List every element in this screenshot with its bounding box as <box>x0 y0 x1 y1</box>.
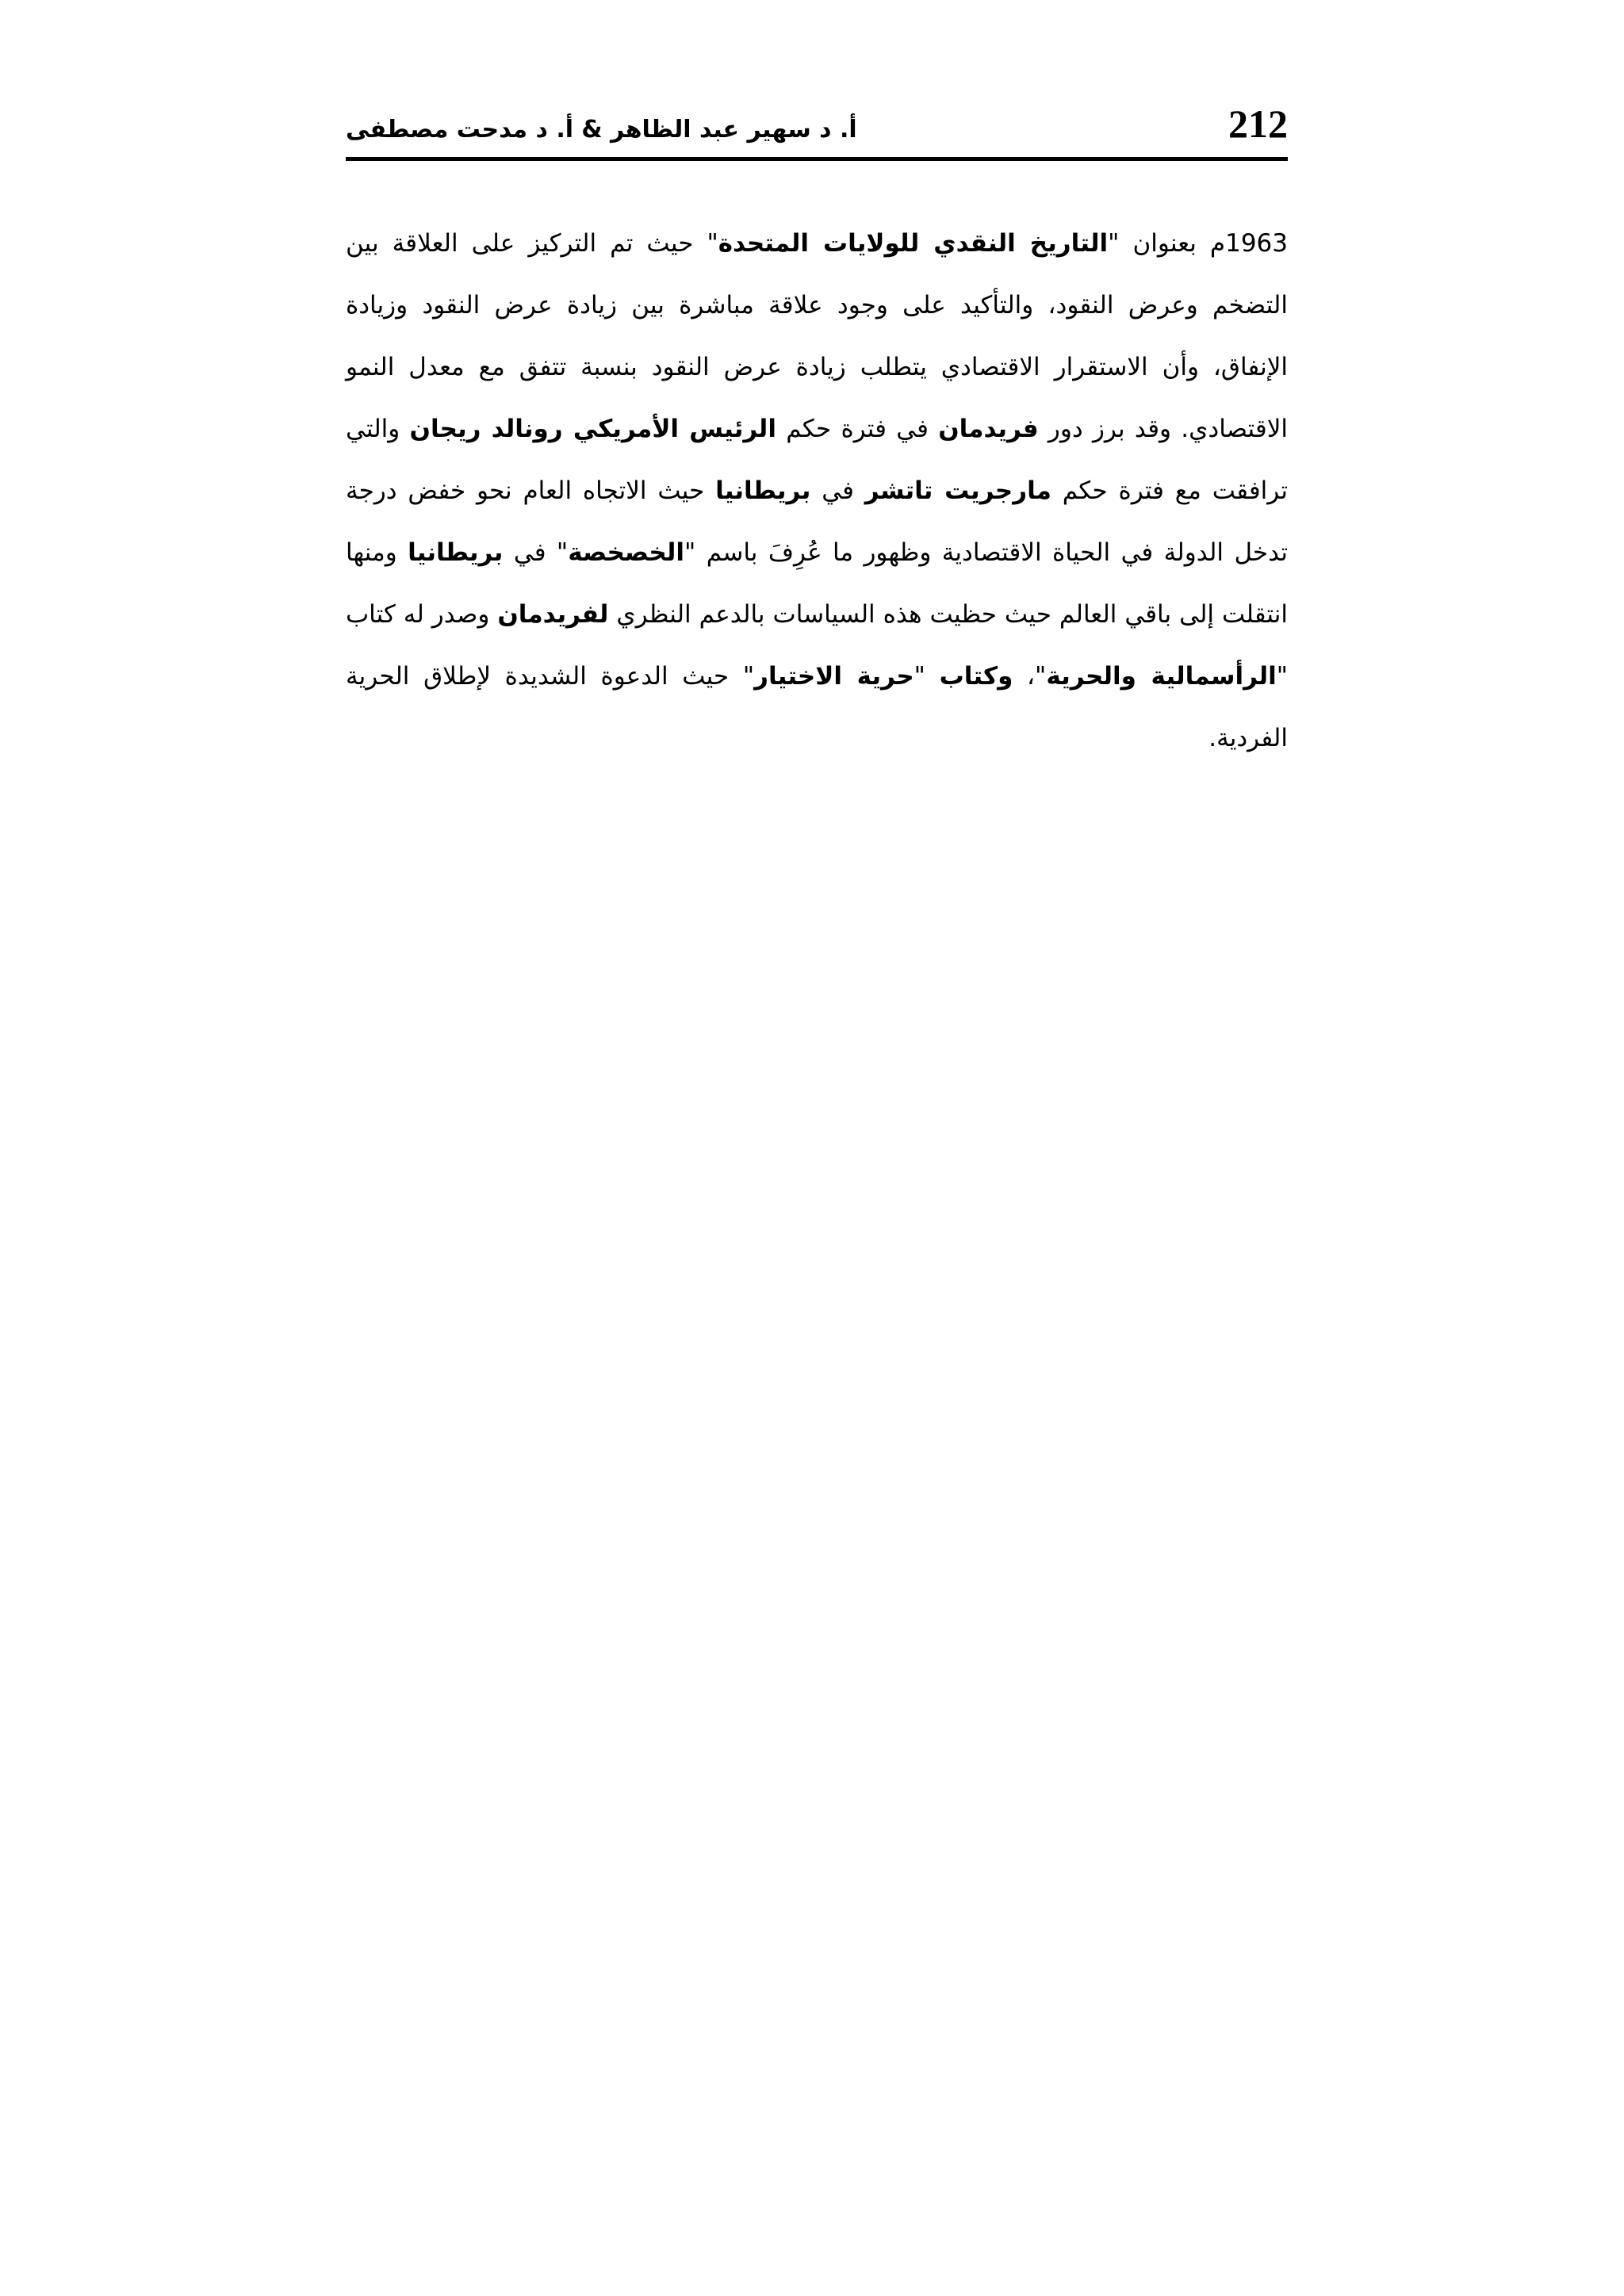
text-run: " حيث تم التركيز على العلاقة بين التضخم وعرض النقود، والتأكيد على وجود علاقة مباشرة بين زيادة عرض النقود وزيادة الإنفاق، وأن الاستقرار الاقتصادي يتطلب زيادة عرض النقود بنسبة تتفق مع معدل النمو الاقتصادي. وقد برز دور <box>346 229 1288 443</box>
page-header <box>346 95 1288 159</box>
text-run: حيث الاتجاه العام نحو خفض درجة تدخل الدولة في الحياة الاقتصادية وظهور ما عُرِفَ باسم " <box>346 476 1288 567</box>
bold-text-run: مارجريت تاتشر <box>864 476 1051 505</box>
text-run: "، <box>1013 662 1047 691</box>
text-run: في فترة حكم <box>776 415 939 443</box>
bold-text-run: التاريخ النقدي للولايات المتحدة <box>718 229 1109 258</box>
bold-text-run: فريدمان <box>938 415 1039 443</box>
bold-text-run: الخصخصة <box>568 538 685 567</box>
bold-text-run: بريطانيا <box>408 538 504 567</box>
bold-text-run: الرأسمالية والحرية <box>1046 662 1277 691</box>
bold-text-run: وكتاب <box>939 662 1013 691</box>
text-run: 1963م بعنوان " <box>1108 229 1288 258</box>
text-run: والتي ترافقت مع فترة حكم <box>346 415 1288 505</box>
text-run: وصدر له كتاب " <box>346 600 1288 691</box>
header-rule <box>346 157 1288 161</box>
running-head-authors: أ. د سهير عبد الظاهر & أ. د مدحت مصطفى <box>346 116 857 144</box>
text-run: " حيث الدعوة الشديدة لإطلاق الحرية الفردية. <box>346 662 1288 752</box>
text-run: " <box>914 662 940 691</box>
text-run: ومنها انتقلت إلى باقي العالم حيث حظيت هذه السياسات بالدعم النظري <box>346 538 1288 629</box>
bold-text-run: حرية الاختيار <box>754 662 914 691</box>
page-number: 212 <box>1228 101 1288 146</box>
bold-text-run: الرئيس الأمريكي رونالد ريجان <box>409 415 776 443</box>
text-run: في <box>810 476 865 505</box>
text-run: " في <box>503 538 569 567</box>
bold-text-run: لفريدمان <box>497 600 609 629</box>
body-paragraph <box>346 212 1288 769</box>
bold-text-run: بريطانيا <box>715 476 811 505</box>
